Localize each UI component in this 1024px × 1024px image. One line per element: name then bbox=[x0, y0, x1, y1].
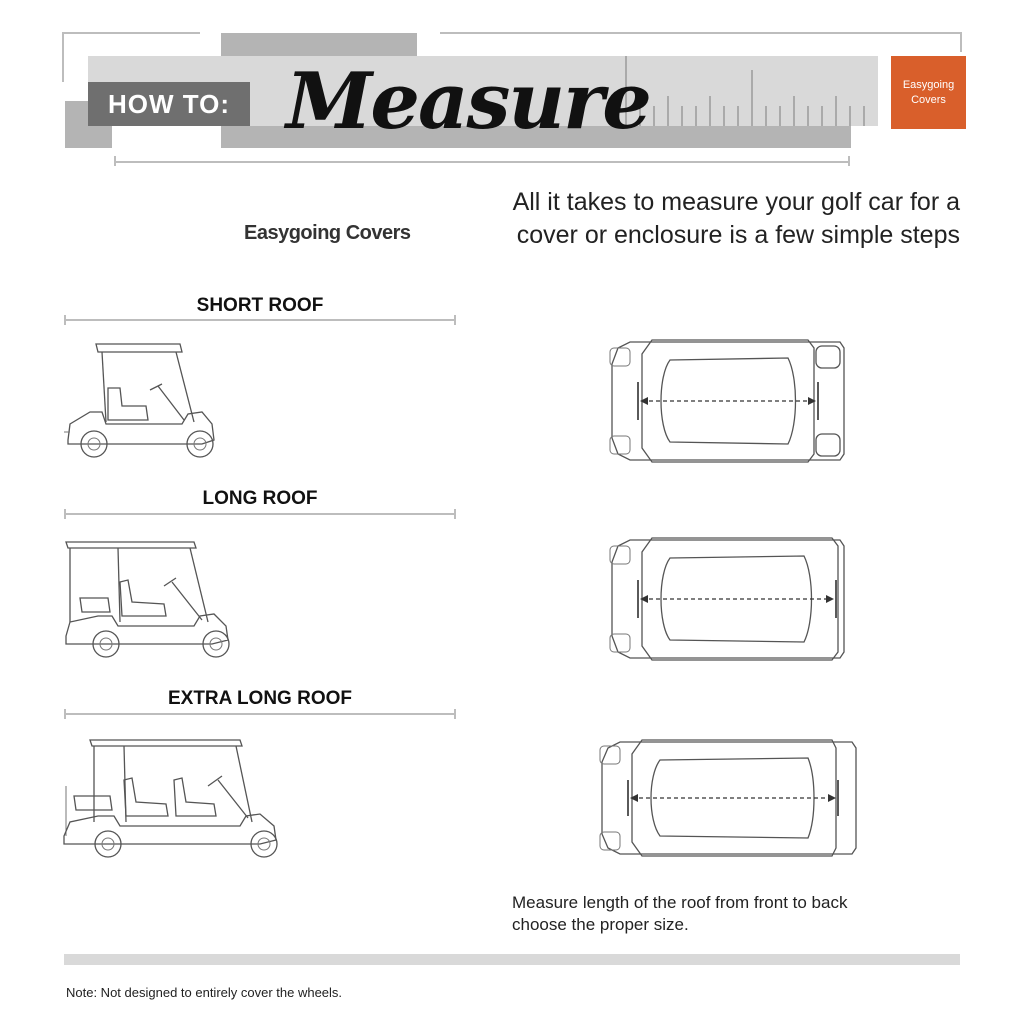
brand-wordmark: Easygoing Covers bbox=[244, 222, 411, 244]
intro-line-2: cover or enclosure is a few simple steps bbox=[516, 221, 960, 249]
golf-cart-short-top-icon bbox=[608, 338, 846, 464]
instruction-line-1: Measure length of the roof from front to back bbox=[512, 893, 848, 912]
bracket-line-top-right bbox=[440, 32, 962, 34]
intro-text bbox=[460, 186, 960, 252]
golf-cart-short-side-icon bbox=[62, 340, 222, 465]
section-title-long-roof: LONG ROOF bbox=[202, 488, 318, 509]
brand-box-line-2: Covers bbox=[911, 93, 946, 106]
section-rule-long-roof bbox=[64, 513, 456, 515]
bracket-line-right bbox=[960, 32, 962, 52]
brand-box-line-1: Easygoing bbox=[902, 78, 955, 91]
golf-cart-long-side-icon bbox=[62, 540, 237, 662]
footer-note: Note: Not designed to entirely cover the wheels. bbox=[66, 985, 343, 1000]
bracket-tick-bottom-right bbox=[848, 156, 850, 166]
measure-title: Measure bbox=[286, 56, 650, 147]
bracket-tick-bottom-left bbox=[114, 156, 116, 166]
bracket-line-left bbox=[62, 32, 64, 82]
section-title-short-roof: SHORT ROOF bbox=[196, 295, 324, 316]
instruction-line-2: choose the proper size. bbox=[512, 915, 689, 934]
section-rule-short-roof bbox=[64, 319, 456, 321]
brand-logo-box bbox=[891, 56, 966, 129]
bracket-line-bottom bbox=[114, 161, 850, 163]
bracket-line-top-left bbox=[62, 32, 200, 34]
how-to-badge: HOW TO: bbox=[88, 82, 250, 126]
section-title-extra-long-roof: EXTRA LONG ROOF bbox=[167, 688, 353, 709]
golf-cart-long-top-icon bbox=[608, 536, 846, 662]
intro-line-1: All it takes to measure your golf car for a bbox=[512, 188, 960, 216]
golf-cart-extra-long-top-icon bbox=[598, 738, 858, 858]
golf-cart-extra-long-side-icon bbox=[62, 736, 284, 862]
footer-bar bbox=[64, 954, 960, 965]
section-rule-extra-long-roof bbox=[64, 713, 456, 715]
ruler-graphic bbox=[626, 56, 878, 126]
instruction-text bbox=[512, 892, 932, 936]
